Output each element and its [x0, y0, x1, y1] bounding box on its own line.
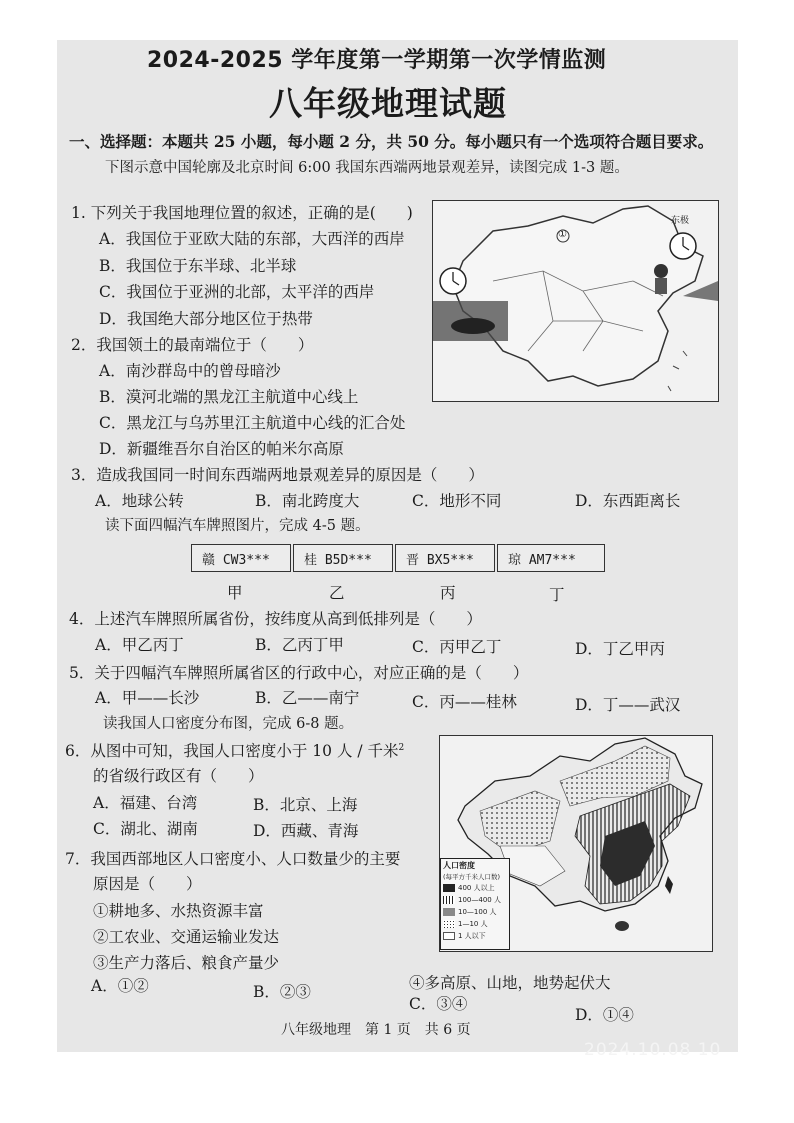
q7-option-a: A．①② [91, 977, 149, 995]
q5-option-c: C．丙——桂林 [412, 693, 517, 711]
q7-stem-line1: 7．我国西部地区人口密度小、人口数量少的主要 [65, 850, 401, 868]
q3-option-b: B．南北跨度大 [255, 492, 360, 510]
china-map-graphic [433, 201, 718, 401]
q4-option-a: A．甲乙丙丁 [95, 636, 184, 654]
legend-swatch-10-100 [443, 908, 455, 916]
q6-option-c: C．湖北、湖南 [93, 820, 198, 838]
q6-stem-line2: 的省级行政区有（ ） [93, 767, 264, 785]
q6-stem-line1: 6．从图中可知，我国人口密度小于 10 人 / 千米$^2$ [65, 742, 405, 760]
legend-item-below-1: 1 人以下 [443, 931, 507, 941]
exam-title-line1: 2024-2025 学年度第一学期第一次学情监测 [147, 48, 607, 73]
legend-subtitle: (每平方千米人口数) [443, 873, 501, 881]
plate-ding: 琼 AM7*** [497, 544, 605, 572]
q2-option-b: B．漠河北端的黑龙江主航道中心线上 [99, 388, 359, 406]
q2-option-a: A．南沙群岛中的曾母暗沙 [99, 362, 281, 380]
intro-q1-3: 下图示意中国轮廓及北京时间 6:00 我国东西端两地景观差异，读图完成 1-3 题。 [105, 160, 629, 176]
page-footer: 八年级地理 第 1 页 共 6 页 [281, 1022, 471, 1038]
legend-item-10-100: 10—100 人 [443, 907, 507, 917]
q2-option-d: D．新疆维吾尔自治区的帕米尔高原 [99, 440, 344, 458]
section-heading: 一、选择题：本题共 25 小题，每小题 2 分，共 50 分。每小题只有一个选项符合题目要求。 [69, 132, 714, 151]
map-label-1: ① [558, 229, 567, 240]
q7-choice-4: ④多高原、山地，地势起伏大 [409, 974, 611, 992]
q1-option-a: A．我国位于亚欧大陆的东部，大西洋的西岸 [99, 230, 405, 248]
q6-option-a: A．福建、台湾 [93, 794, 198, 812]
plate-label-bing: 丙 [440, 584, 456, 602]
legend-item-100-400: 100—400 人 [443, 895, 507, 905]
q5-stem: 5．关于四幅汽车牌照所属省区的行政中心，对应正确的是（ ） [69, 664, 529, 682]
q5-option-a: A．甲——长沙 [95, 689, 200, 707]
plate-label-yi: 乙 [329, 584, 345, 602]
q1-option-b: B．我国位于东半球、北半球 [99, 257, 297, 275]
q2-option-c: C．黑龙江与乌苏里江主航道中心线的汇合处 [99, 414, 406, 432]
q7-option-d: D．①④ [575, 1006, 634, 1024]
legend-item-1-10: 1—10 人 [443, 919, 507, 929]
q2-stem: 2．我国领土的最南端位于（ ） [71, 336, 314, 354]
q3-option-d: D．东西距离长 [575, 492, 681, 510]
plate-label-ding: 丁 [549, 586, 565, 604]
q4-option-b: B．乙丙丁甲 [255, 636, 344, 654]
china-outline-map [432, 200, 719, 402]
legend-swatch-below-1 [443, 932, 455, 940]
legend-title: 人口密度 [443, 861, 475, 870]
q3-stem: 3．造成我国同一时间东西端两地景观差异的原因是（ ） [71, 466, 484, 484]
legend-swatch-400 [443, 884, 455, 892]
population-density-map [439, 735, 713, 952]
q1-option-d: D．我国绝大部分地区位于热带 [99, 310, 313, 328]
q7-option-b: B．②③ [253, 983, 311, 1001]
q7-stem-line2: 原因是（ ） [93, 875, 202, 893]
plate-bing: 晋 BX5*** [395, 544, 495, 572]
q4-option-c: C．丙甲乙丁 [412, 638, 502, 656]
legend-swatch-1-10 [443, 920, 455, 928]
plate-jia: 赣 CW3*** [191, 544, 291, 572]
q7-choice-3: ③生产力落后、粮食产量少 [93, 954, 280, 972]
q1-stem: 1. 下列关于我国地理位置的叙述，正确的是( ) [71, 204, 413, 222]
legend-swatch-100-400 [443, 896, 455, 904]
q1-option-c: C．我国位于亚洲的北部，太平洋的西岸 [99, 283, 375, 301]
q3-option-a: A．地球公转 [95, 492, 184, 510]
q7-option-c: C．③④ [409, 995, 468, 1013]
plate-label-jia: 甲 [227, 584, 243, 602]
q6-superscript: 2 [398, 742, 405, 753]
intro-q6-8: 读我国人口密度分布图，完成 6-8 题。 [103, 716, 354, 732]
q6-option-b: B．北京、上海 [253, 796, 358, 814]
intro-q4-5: 读下面四幅汽车牌照图片，完成 4-5 题。 [105, 518, 370, 534]
q4-option-d: D．丁乙甲丙 [575, 640, 665, 658]
q5-option-d: D．丁——武汉 [575, 696, 681, 714]
exam-title-line2: 八年级地理试题 [269, 84, 507, 123]
q6-option-d: D．西藏、青海 [253, 822, 359, 840]
q3-option-c: C．地形不同 [412, 492, 502, 510]
q7-choice-1: ①耕地多、水热资源丰富 [93, 902, 264, 920]
license-plates [191, 544, 607, 572]
q7-choice-2: ②工农业、交通运输业发达 [93, 928, 280, 946]
map-label-east: 东极 [671, 216, 690, 226]
q5-option-b: B．乙——南宁 [255, 689, 360, 707]
photo-timestamp: 2024.10.08 10 [584, 1040, 722, 1060]
plate-yi: 桂 B5D*** [293, 544, 393, 572]
map-legend [440, 858, 510, 950]
legend-item-400: 400 人以上 [443, 883, 507, 893]
exam-paper-sheet [57, 40, 738, 1052]
q4-stem: 4．上述汽车牌照所属省份，按纬度从高到低排列是（ ） [69, 610, 482, 628]
